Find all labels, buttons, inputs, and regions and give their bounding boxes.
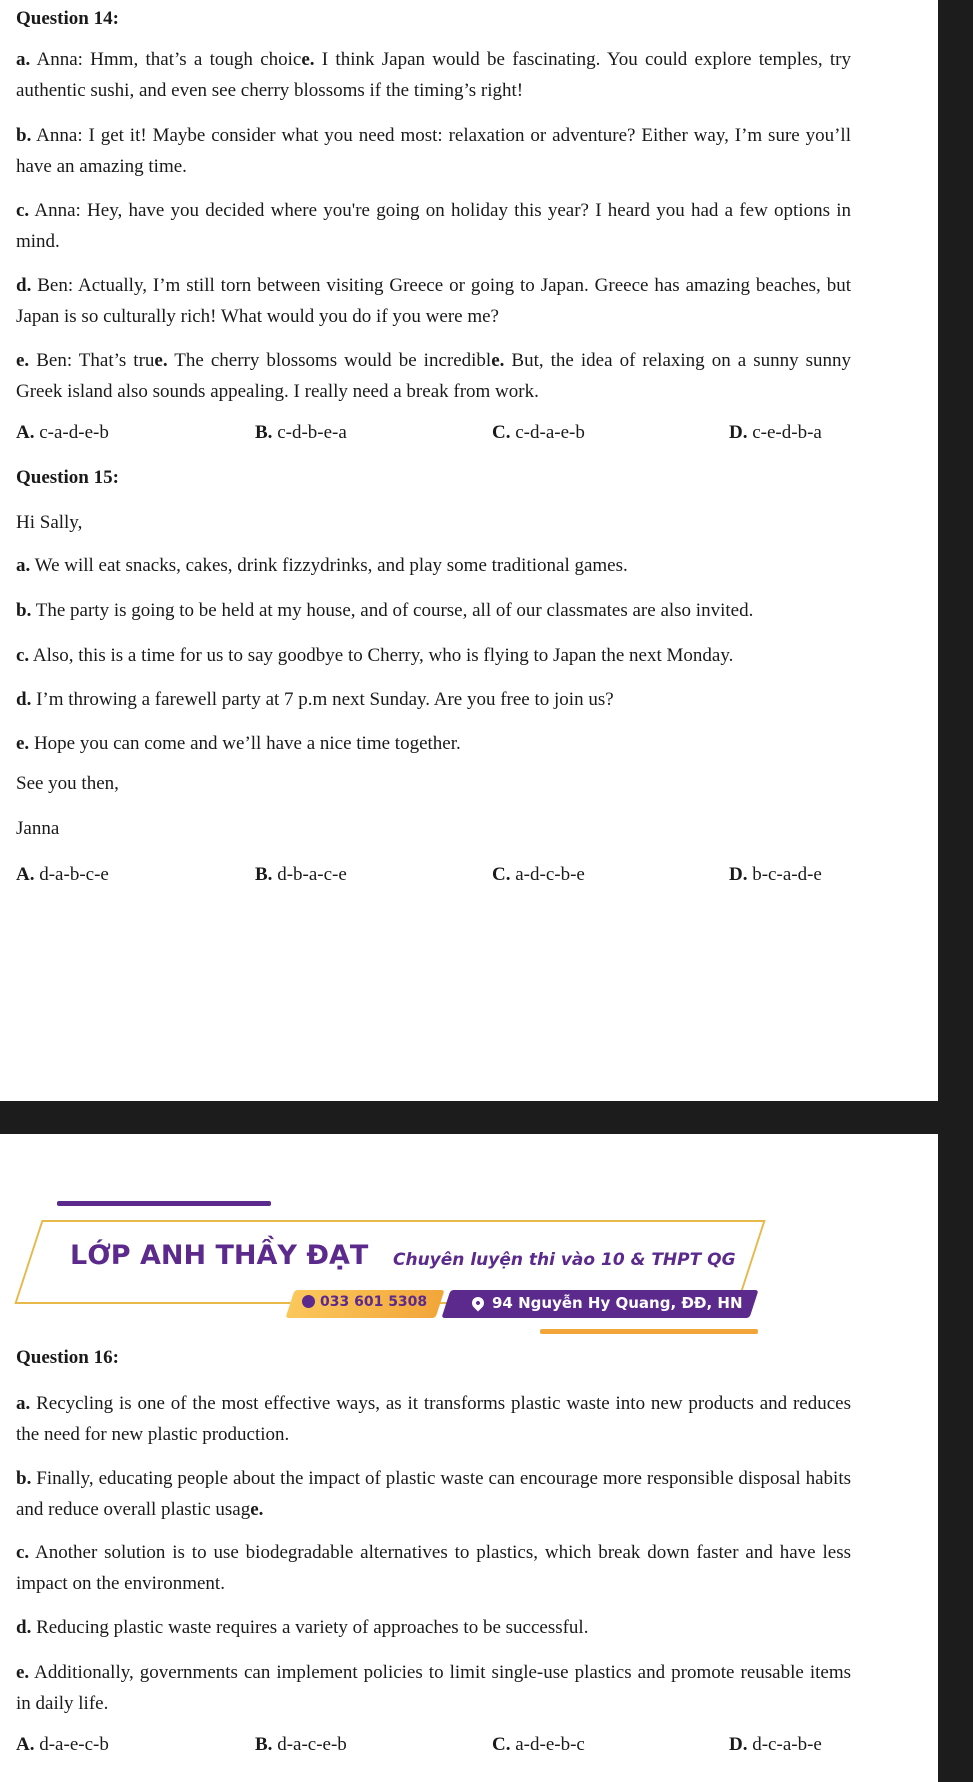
q15-item-a: a. We will eat snacks, cakes, drink fizzydrinks, and play some traditional games.	[16, 555, 628, 576]
q15-greeting: Hi Sally,	[16, 512, 83, 533]
q16-option-b[interactable]: B. d-a-c-e-b	[255, 1734, 347, 1755]
q16-option-d[interactable]: D. d-c-a-b-e	[729, 1734, 822, 1755]
q15-item-e: e. Hope you can come and we’ll have a nice time together.	[16, 733, 461, 754]
q16-option-a[interactable]: A. d-a-e-c-b	[16, 1734, 109, 1755]
question-16-title: Question 16:	[16, 1347, 119, 1368]
q16-item-d: d. Reducing plastic waste requires a variety of approaches to be successful.	[16, 1617, 589, 1638]
banner-title: LỚP ANH THẦY ĐẠT	[70, 1240, 369, 1271]
q15-option-d[interactable]: D. b-c-a-d-e	[729, 864, 822, 885]
q16-item-e: e. Additionally, governments can implement policies to limit single-use plastics and promote reusable items in daily life.	[16, 1662, 851, 1714]
q14-option-a[interactable]: A. c-a-d-e-b	[16, 422, 109, 443]
banner-subtitle: Chuyên luyện thi vào 10 & THPT QG	[393, 1250, 736, 1270]
q15-item-c: c. Also, this is a time for us to say goodbye to Cherry, who is flying to Japan the next Monday.	[16, 645, 734, 666]
page-separator	[0, 1101, 938, 1134]
q15-signature: Janna	[16, 818, 60, 839]
banner-top-accent	[57, 1201, 271, 1206]
q14-option-c[interactable]: C. c-d-a-e-b	[492, 422, 585, 443]
q14-option-d[interactable]: D. c-e-d-b-a	[729, 422, 822, 443]
q16-item-b: b. Finally, educating people about the impact of plastic waste can encourage more responsible disposal habits and reduce overall plastic usage.	[16, 1468, 851, 1520]
q15-item-d: d. I’m throwing a farewell party at 7 p.m next Sunday. Are you free to join us?	[16, 689, 614, 710]
question-14-title: Question 14:	[16, 8, 119, 29]
q16-option-c[interactable]: C. a-d-e-b-c	[492, 1734, 585, 1755]
banner-address: 94 Nguyễn Hy Quang, ĐĐ, HN	[472, 1294, 743, 1312]
location-pin-icon	[470, 1295, 487, 1312]
q15-closing: See you then,	[16, 773, 119, 794]
scrollbar-track[interactable]	[938, 0, 973, 1782]
q14-item-d: d. Ben: Actually, I’m still torn between visiting Greece or going to Japan. Greece has amazing beaches, but Japan is so culturally rich! What would you do if you were me?	[16, 275, 851, 327]
q15-option-a[interactable]: A. d-a-b-c-e	[16, 864, 109, 885]
q16-item-a: a. Recycling is one of the most effective ways, as it transforms plastic waste into new products and reduces the need for new plastic production.	[16, 1393, 851, 1445]
question-15-title: Question 15:	[16, 467, 119, 488]
q14-item-c: c. Anna: Hey, have you decided where you're going on holiday this year? I heard you had a few options in mind.	[16, 200, 851, 252]
q15-item-b: b. The party is going to be held at my house, and of course, all of our classmates are also invited.	[16, 600, 754, 621]
q15-option-b[interactable]: B. d-b-a-c-e	[255, 864, 347, 885]
q15-option-c[interactable]: C. a-d-c-b-e	[492, 864, 585, 885]
banner-phone: 033 601 5308	[302, 1294, 427, 1310]
q14-option-b[interactable]: B. c-d-b-e-a	[255, 422, 347, 443]
phone-icon	[302, 1295, 315, 1308]
q14-item-a: a. Anna: Hmm, that’s a tough choice. I think Japan would be fascinating. You could explore temples, try authentic sushi, and even see cherry blossoms if the timing’s right!	[16, 49, 852, 101]
banner-bottom-accent	[540, 1329, 758, 1334]
q14-item-e: e. Ben: That’s true. The cherry blossoms would be incredible. But, the idea of relaxing on a sunny sunny Greek island also sounds appealing. I really need a break from work.	[16, 350, 852, 402]
q16-item-c: c. Another solution is to use biodegradable alternatives to plastics, which break down faster and have less impact on the environment.	[16, 1542, 851, 1594]
q14-item-b: b. Anna: I get it! Maybe consider what you need most: relaxation or adventure? Either way, I’m sure you’ll have an amazing time.	[16, 125, 851, 177]
